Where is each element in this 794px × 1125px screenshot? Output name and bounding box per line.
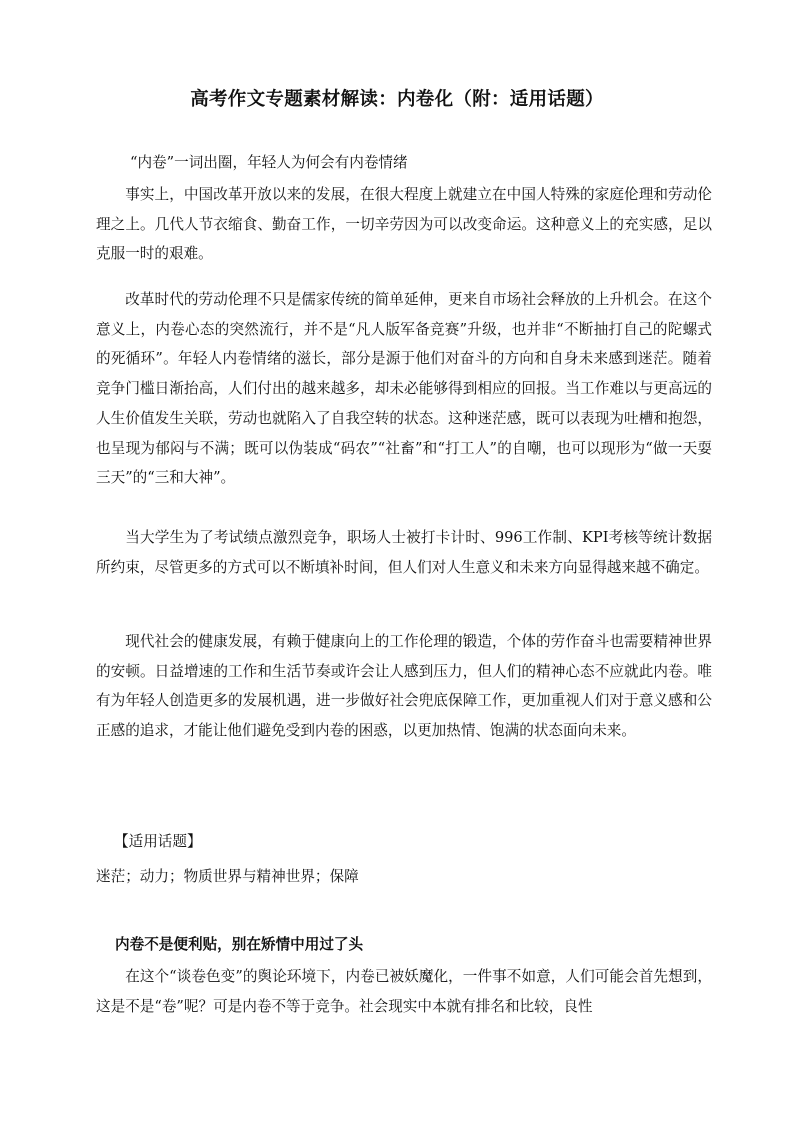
section-body <box>96 180 712 269</box>
topics-list: 迷茫；动力；物质世界与精神世界；保障 <box>96 868 359 885</box>
section-body <box>96 523 712 582</box>
paragraph: 现代社会的健康发展，有赖于健康向上的工作伦理的锻造，个体的劳作奋斗也需要精神世界的安顿。日益增速的工作和生活节奏或许会让人感到压力，但人们的精神心态不应就此内卷。唯有为年轻人创造更多的发展机遇，进一步做好社会兜底保障工作，更加重视人们对于意义感和公正感的追求，才能让他们避免受到内卷的困惑，以更加热情、饱满的状态面向未来。 <box>96 633 712 740</box>
section-heading: “内卷”一词出圈，年轻人为何会有内卷情绪 <box>130 154 408 171</box>
section-body <box>96 285 712 493</box>
topics-heading: 【适用话题】 <box>114 833 202 850</box>
paragraph: 当大学生为了考试绩点激烈竞争，职场人士被打卡计时、996工作制、KPI考核等统计数据所约束，尽管更多的方式可以不断填补时间，但人们对人生意义和未来方向显得越来越不确定。 <box>96 529 712 576</box>
section-body <box>96 962 712 1021</box>
document-title: 高考作文专题素材解读：内卷化（附：适用话题） <box>190 89 604 110</box>
section-heading: 内卷不是便利贴，别在矫情中用过了头 <box>115 936 364 953</box>
paragraph: 事实上，中国改革开放以来的发展，在很大程度上就建立在中国人特殊的家庭伦理和劳动伦理之上。几代人节衣缩食、勤奋工作，一切辛劳因为可以改变命运。这种意义上的充实感，足以克服一时的艰难。 <box>96 186 712 263</box>
section-body <box>96 627 712 746</box>
paragraph: 在这个“谈卷色变”的舆论环境下，内卷已被妖魔化，一件事不如意，人们可能会首先想到，这是不是“卷”呢？可是内卷不等于竞争。社会现实中本就有排名和比较，良性 <box>96 968 712 1015</box>
paragraph: 改革时代的劳动伦理不只是儒家传统的简单延伸，更来自市场社会释放的上升机会。在这个意义上，内卷心态的突然流行，并不是“凡人版军备竞赛”升级，也并非“不断抽打自己的陀螺式的死循环”。年轻人内卷情绪的滋长，部分是源于他们对奋斗的方向和自身未来感到迷茫。随着竞争门槛日渐抬高，人们付出的越来越多，却未必能够得到相应的回报。当工作难以与更高远的人生价值发生关联，劳动也就陷入了自我空转的状态。这种迷茫感，既可以表现为吐槽和抱怨，也呈现为郁闷与不满；既可以伪装成“码农”“社畜”和“打工人”的自嘲，也可以现形为“做一天耍三天”的“三和大神”。 <box>96 291 712 487</box>
